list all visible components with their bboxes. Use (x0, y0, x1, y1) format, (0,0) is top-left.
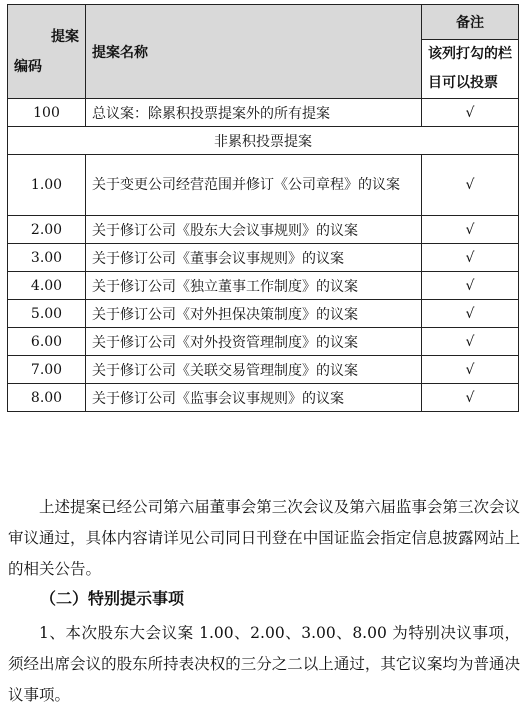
row-name: 关于修订公司《股东大会议事规则》的议案 (86, 216, 422, 244)
row-name: 关于修订公司《董事会议事规则》的议案 (86, 244, 422, 272)
row-code: 5.00 (8, 300, 86, 328)
row-name: 关于修订公司《对外担保决策制度》的议案 (86, 300, 422, 328)
table-row (8, 384, 519, 412)
approval-paragraph: 上述提案已经公司第六届董事会第三次会议及第六届监事会第三次会议审议通过，具体内容请详见公司同日刊登在中国证监会指定信息披露网站上的相关公告。 (8, 498, 520, 578)
table-row (8, 328, 519, 356)
check-mark-icon: √ (422, 384, 519, 412)
section-row (8, 127, 519, 155)
check-mark-icon: √ (422, 356, 519, 384)
header-code-label-line2: 编码 (14, 58, 42, 75)
row-name: 关于修订公司《独立董事工作制度》的议案 (86, 272, 422, 300)
section-heading: （二）特别提示事项 (40, 589, 185, 608)
row-code: 6.00 (8, 328, 86, 356)
header-remark-note: 该列打勾的栏目可以投票 (422, 40, 519, 99)
check-mark-icon: √ (422, 155, 519, 216)
row-code: 7.00 (8, 356, 86, 384)
table-row (8, 272, 519, 300)
check-mark-icon: √ (422, 244, 519, 272)
check-mark-icon: √ (422, 300, 519, 328)
row-name: 关于修订公司《监事会议事规则》的议案 (86, 384, 422, 412)
row-code: 2.00 (8, 216, 86, 244)
special-notice-paragraph: 1、本次股东大会议案 1.00、2.00、3.00、8.00 为特别决议事项，须经出席会议的股东所持表决权的三分之二以上通过，其它议案均为普通决议事项。 (8, 624, 520, 704)
table-row (8, 300, 519, 328)
check-mark-icon: √ (422, 328, 519, 356)
section-label: 非累积投票提案 (8, 127, 519, 155)
header-name-cell: 提案名称 (86, 5, 422, 99)
table-row (8, 155, 519, 216)
check-mark-icon: √ (422, 99, 519, 127)
row-code: 1.00 (8, 155, 86, 216)
header-remark-cell: 备注 (422, 5, 519, 40)
row-code: 100 (8, 99, 86, 127)
row-code: 8.00 (8, 384, 86, 412)
row-code: 4.00 (8, 272, 86, 300)
header-code-cell (8, 5, 86, 99)
table-row (8, 356, 519, 384)
header-code-label-line1: 提案 (51, 28, 79, 45)
row-code: 3.00 (8, 244, 86, 272)
proposal-table (7, 4, 519, 412)
row-name: 关于修订公司《对外投资管理制度》的议案 (86, 328, 422, 356)
row-name: 关于变更公司经营范围并修订《公司章程》的议案 (86, 155, 422, 216)
check-mark-icon: √ (422, 216, 519, 244)
row-name: 总议案：除累积投票提案外的所有提案 (86, 99, 422, 127)
table-row (8, 244, 519, 272)
table-row-total (8, 99, 519, 127)
table-row (8, 216, 519, 244)
check-mark-icon: √ (422, 272, 519, 300)
row-name: 关于修订公司《关联交易管理制度》的议案 (86, 356, 422, 384)
